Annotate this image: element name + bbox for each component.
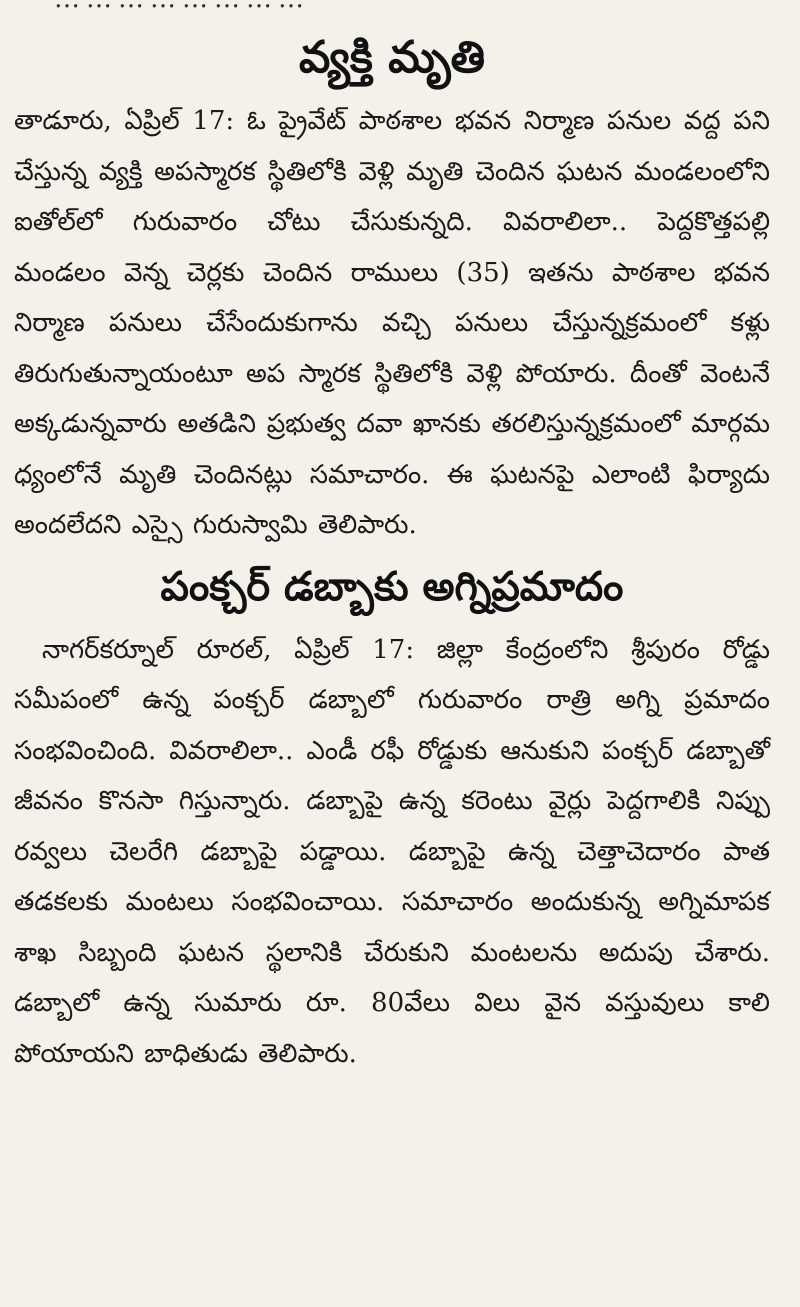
article-person-death: [14, 28, 770, 551]
article-1-dateline: తాడూరు, ఏప్రిల్ 17:: [14, 106, 235, 136]
article-2-body: [14, 625, 770, 1080]
article-2-dateline: నాగర్‌కర్నూల్ రూరల్, ఏప్రిల్ 17:: [42, 634, 415, 665]
article-1-body: [14, 96, 770, 551]
article-2-text: జిల్లా కేంద్రంలోని శ్రీపురం రోడ్డు సమీపంలో ఉన్న పంక్చర్ డబ్బాలో గురువారం రాత్రి అగ్ని ప్రమాదం సంభవించింది. వివరాలిలా.. ఎండీ రఫీ రోడ్డుకు ఆనుకుని పంక్చర్ డబ్బాతో జీవనం కొనసా గిస్తున్నారు. డబ్బాపై ఉన్న కరెంటు వైర్లు పెద్దగాలికి నిప్పు రవ్వలు చెలరేగి డబ్బాపై పడ్డాయి. డబ్బాపై ఉన్న చెత్తాచెదారం పాత తడకలకు మంటలు సంభవించాయి. సమాచారం అందుకున్న అగ్నిమాపక శాఖ సిబ్బంది ఘటన స్థలానికి చేరుకుని మంటలను అదుపు చేశారు. డబ్బాలో ఉన్న సుమారు రూ. 80వేలు విలు వైన వస్తువులు కాలి పోయాయని బాధితుడు తెలిపారు.: [14, 634, 770, 1069]
article-puncture-shop-fire: [14, 559, 770, 1080]
article-2-headline: పంక్చర్ డబ్బాకు అగ్నిప్రమాదం: [160, 563, 624, 610]
clipped-previous-article-line: [14, 0, 770, 10]
article-1-headline: వ్యక్తి మృతి: [298, 32, 486, 83]
clipped-previous-article-text: [54, 0, 310, 14]
article-1-text: ఓ ప్రైవేట్ పాఠశాల భవన నిర్మాణ పనుల వద్ద పని చేస్తున్న వ్యక్తి అపస్మారక స్థితిలోకి వెళ్లి మృతి చెందిన ఘటన మండలంలోని ఐతోల్‌లో గురువారం చోటు చేసుకున్నది. వివరాలిలా.. పెద్దకొత్తపల్లి మండలం వెన్న చెర్లకు చెందిన రాములు (35) ఇతను పాఠశాల భవన నిర్మాణ పనులు చేసేందుకుగాను వచ్చి పనులు చేస్తున్నక్రమంలో కళ్లు తిరుగుతున్నాయంటూ అప స్మారక స్థితిలోకి వెళ్లి పోయారు. దీంతో వెంటనే అక్కడున్నవారు అతడిని ప్రభుత్వ దవా ఖానకు తరలిస్తున్నక్రమంలో మార్గమ ధ్యంలోనే మృతి చెందినట్లు సమాచారం. ఈ ఘటనపై ఎలాంటి ఫిర్యాదు అందలేదని ఎస్సై గురుస్వామి తెలిపారు.: [14, 106, 771, 540]
